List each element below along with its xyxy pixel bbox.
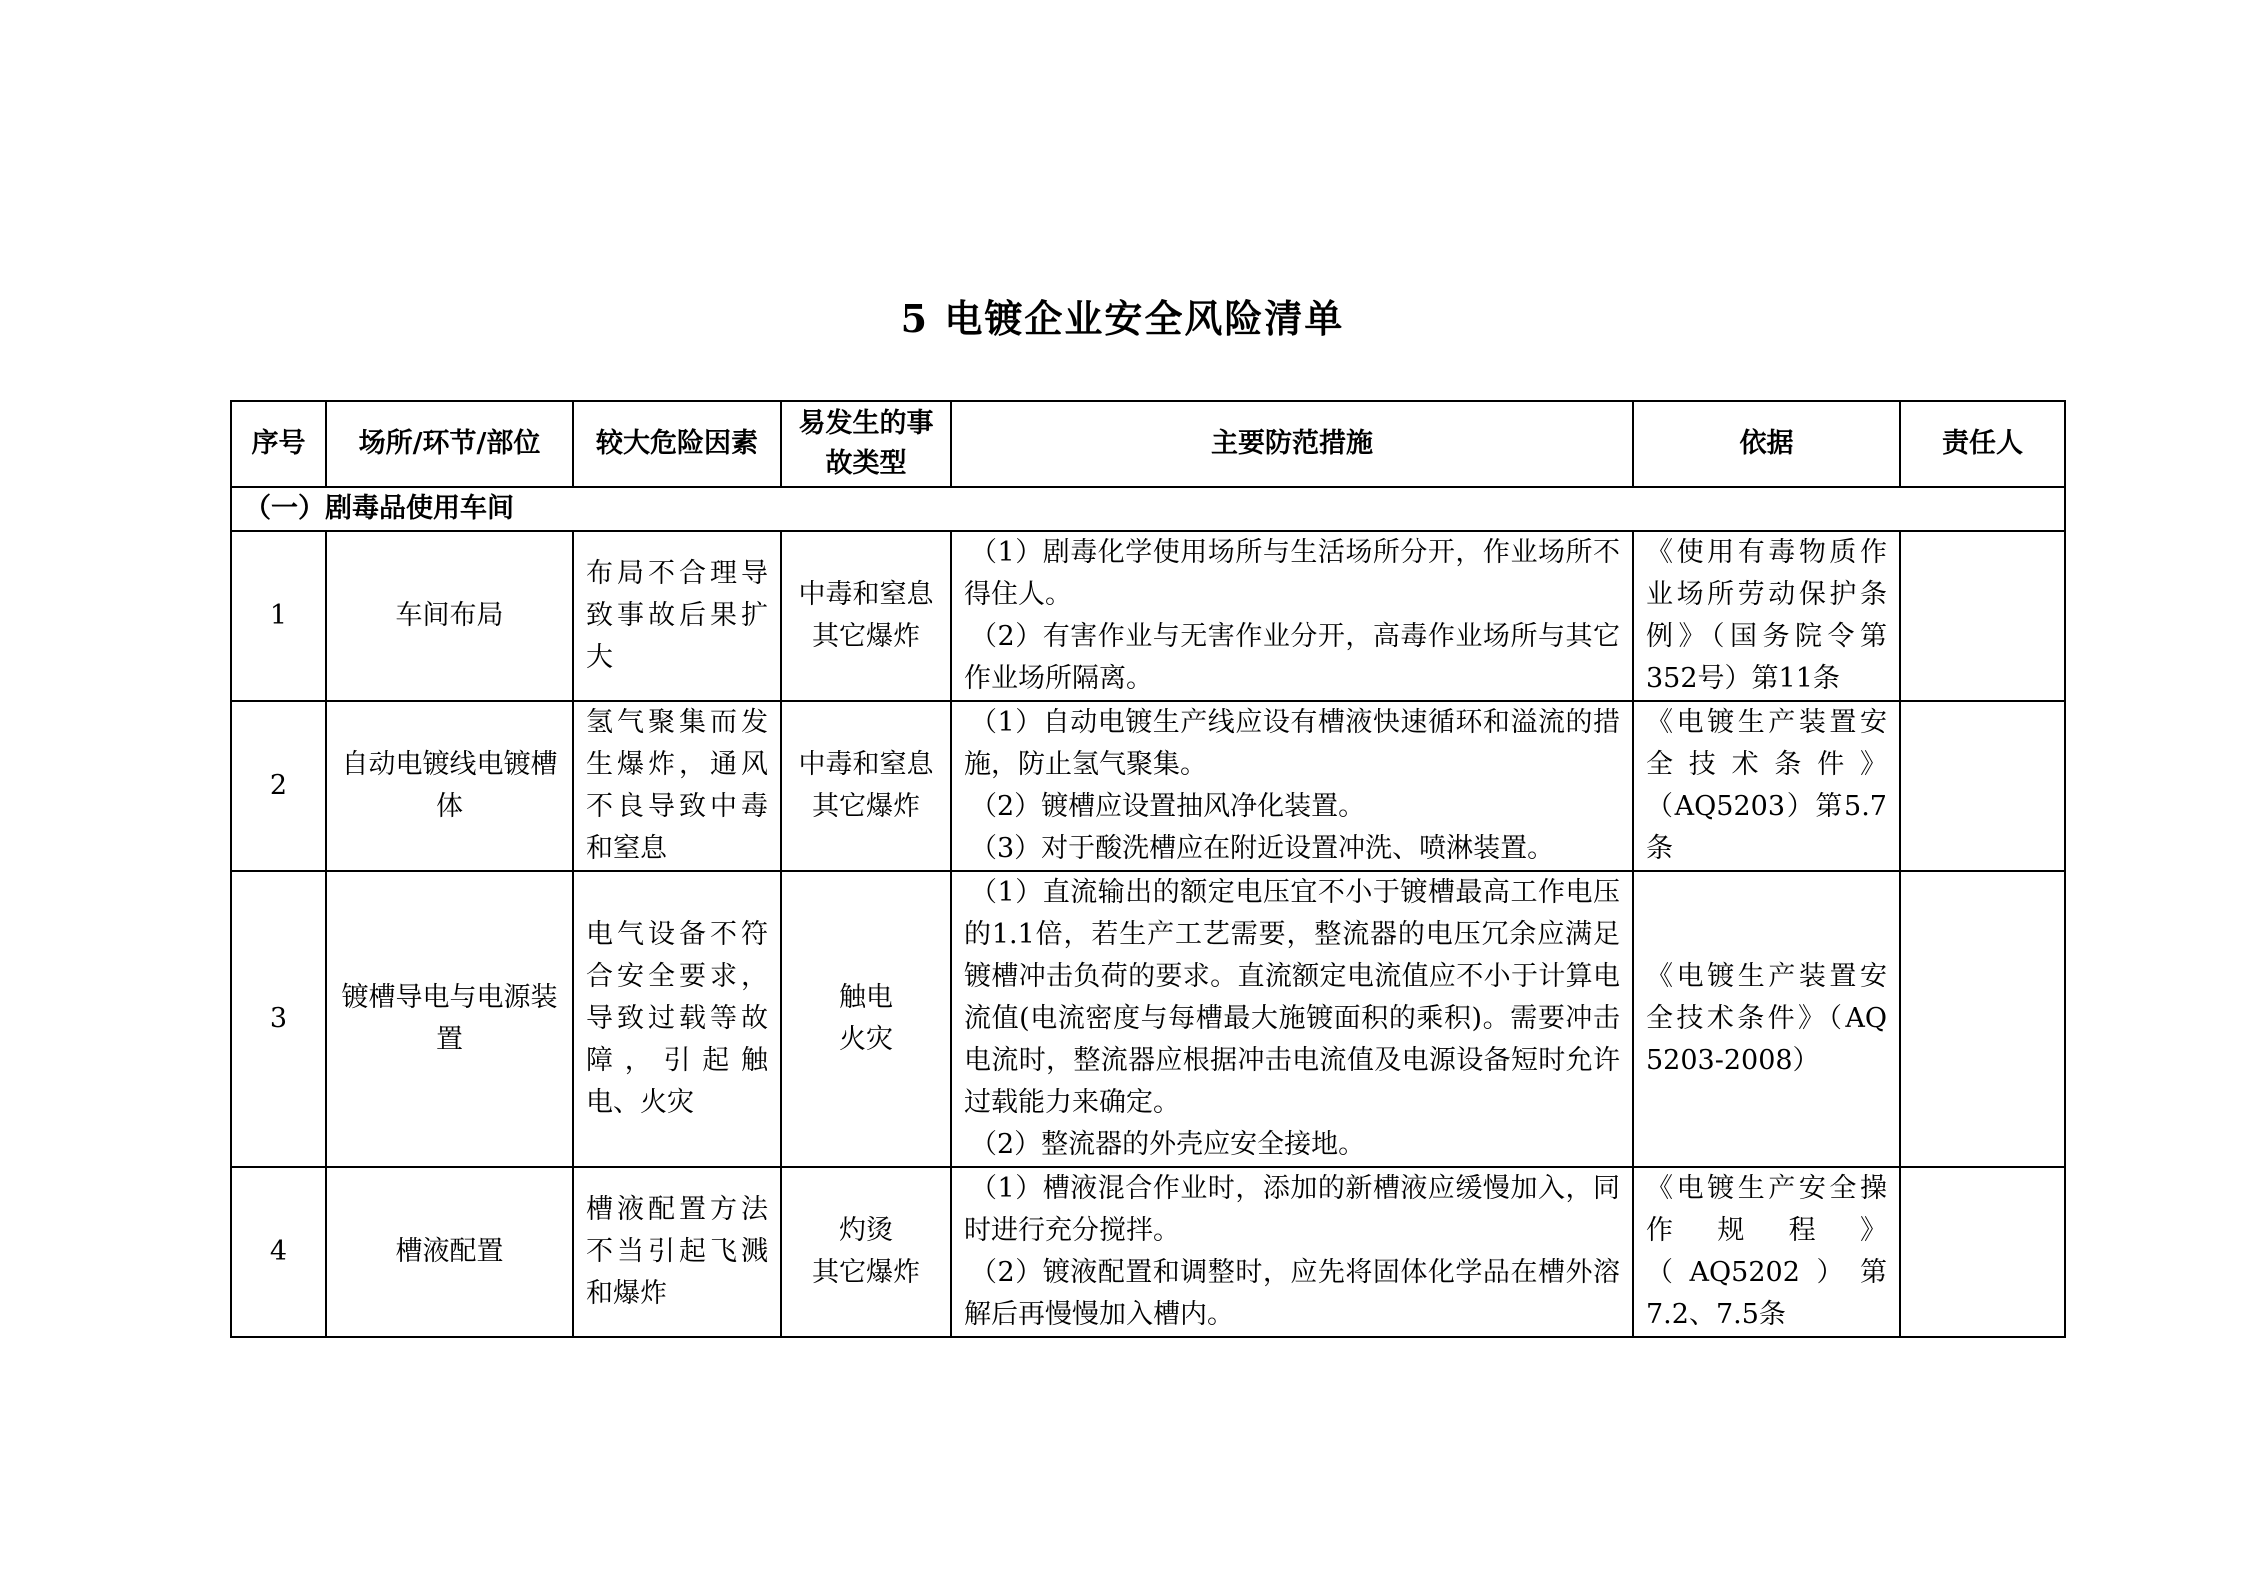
header-row — [231, 401, 2065, 487]
section-title: （一）剧毒品使用车间 — [231, 487, 2065, 531]
accident-type: 火灾 — [839, 1024, 893, 1055]
accident-type: 中毒和窒息 — [798, 579, 934, 610]
row-basis — [1633, 701, 1900, 871]
row-place: 槽液配置 — [326, 1167, 573, 1337]
page-title: 5 电镀企业安全风险清单 — [900, 296, 1345, 341]
table-row — [231, 531, 2065, 701]
row-responsible — [1900, 531, 2065, 701]
risk-table — [230, 400, 2066, 1338]
row-measures — [951, 871, 1633, 1167]
measure-item: （2）镀液配置和调整时，应先将固体化学品在槽外溶解后再慢慢加入槽内。 — [964, 1257, 1620, 1330]
header-measures: 主要防范措施 — [951, 401, 1633, 487]
row-no: 4 — [231, 1167, 326, 1337]
accident-type: 灼烫 — [839, 1215, 893, 1246]
header-place: 场所/环节/部位 — [326, 401, 573, 487]
row-measures — [951, 1167, 1633, 1337]
accident-type: 其它爆炸 — [812, 621, 920, 652]
measure-item: （1）直流输出的额定电压宜不小于镀槽最高工作电压的1.1倍，若生产工艺需要，整流器的电压冗余应满足镀槽冲击负荷的要求。直流额定电流值应不小于计算电流值(电流密度与每槽最大施镀面积的乘积)。需要冲击电流时，整流器应根据冲击电流值及电源设备短时允许过载能力来确定。 — [964, 877, 1620, 1118]
header-hazard: 较大危险因素 — [573, 401, 781, 487]
table-row — [231, 871, 2065, 1167]
row-measures — [951, 701, 1633, 871]
row-no: 2 — [231, 701, 326, 871]
measure-item: （1）自动电镀生产线应设有槽液快速循环和溢流的措施，防止氢气聚集。 — [964, 707, 1620, 780]
row-responsible — [1900, 871, 2065, 1167]
basis-text: 《使用有毒物质作业场所劳动保护条例》（国务院令第352号）第11条 — [1646, 537, 1887, 694]
table-row — [231, 701, 2065, 871]
row-accident — [781, 1167, 951, 1337]
row-basis — [1633, 871, 1900, 1167]
row-basis — [1633, 1167, 1900, 1337]
row-hazard: 槽液配置方法不当引起飞溅和爆炸 — [573, 1167, 781, 1337]
row-place: 自动电镀线电镀槽体 — [326, 701, 573, 871]
measure-item: （1）槽液混合作业时，添加的新槽液应缓慢加入，同时进行充分搅拌。 — [964, 1173, 1620, 1246]
header-accident — [781, 401, 951, 487]
basis-text: 《电镀生产装置安全技术条件》（AQ5203）第5.7条 — [1646, 707, 1887, 864]
row-hazard: 电气设备不符合安全要求，导致过载等故障，引起触电、火灾 — [573, 871, 781, 1167]
row-place: 镀槽导电与电源装置 — [326, 871, 573, 1167]
row-place: 车间布局 — [326, 531, 573, 701]
row-no: 1 — [231, 531, 326, 701]
header-responsible: 责任人 — [1900, 401, 2065, 487]
row-no: 3 — [231, 871, 326, 1167]
row-hazard: 布局不合理导致事故后果扩大 — [573, 531, 781, 701]
header-accident-line2: 故类型 — [825, 448, 907, 479]
row-accident — [781, 531, 951, 701]
basis-text: 《电镀生产装置安全技术条件》（AQ 5203-2008） — [1646, 961, 1887, 1076]
header-no: 序号 — [231, 401, 326, 487]
measure-item: （1）剧毒化学使用场所与生活场所分开，作业场所不得住人。 — [964, 537, 1620, 610]
accident-type: 触电 — [839, 982, 893, 1013]
row-accident — [781, 871, 951, 1167]
row-accident — [781, 701, 951, 871]
row-responsible — [1900, 701, 2065, 871]
row-measures — [951, 531, 1633, 701]
measure-item: （3）对于酸洗槽应在附近设置冲洗、喷淋装置。 — [970, 833, 1555, 864]
measure-item: （2）有害作业与无害作业分开，高毒作业场所与其它作业场所隔离。 — [964, 621, 1620, 694]
row-responsible — [1900, 1167, 2065, 1337]
section-row — [231, 487, 2065, 531]
accident-type: 其它爆炸 — [812, 1257, 920, 1288]
accident-type: 中毒和窒息 — [798, 749, 934, 780]
accident-type: 其它爆炸 — [812, 791, 920, 822]
table-row — [231, 1167, 2065, 1337]
measure-item: （2）镀槽应设置抽风净化装置。 — [970, 791, 1366, 822]
row-hazard: 氢气聚集而发生爆炸，通风不良导致中毒和窒息 — [573, 701, 781, 871]
basis-text: 《电镀生产安全操作规程》（AQ5202）第7.2、7.5条 — [1646, 1173, 1887, 1330]
header-basis: 依据 — [1633, 401, 1900, 487]
header-accident-line1: 易发生的事 — [798, 408, 934, 439]
row-basis — [1633, 531, 1900, 701]
measure-item: （2）整流器的外壳应安全接地。 — [970, 1129, 1366, 1160]
